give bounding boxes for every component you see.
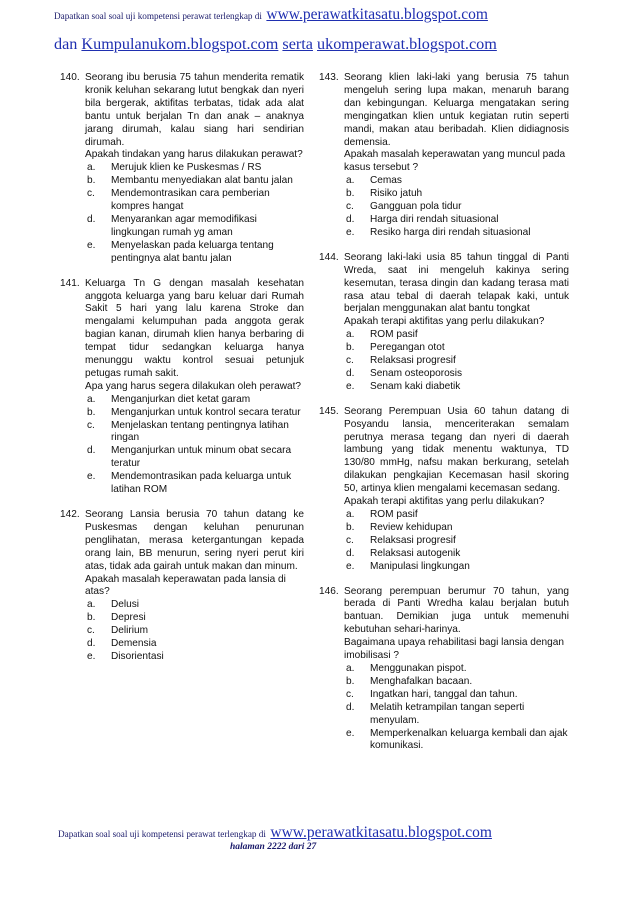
question-stem [319, 252, 569, 317]
answer-option [319, 561, 569, 574]
answer-option [319, 329, 569, 342]
option-letter: e. [346, 226, 355, 238]
option-letter: e. [346, 727, 355, 739]
question-stem [319, 586, 569, 638]
question-block [319, 586, 569, 754]
header-link-kumpulanukom[interactable]: Kumpulanukom.blogspot.com [81, 35, 279, 53]
option-text: Menghafalkan bacaan. [370, 675, 473, 687]
option-text: Merujuk klien ke Puskesmas / RS [111, 162, 262, 174]
answer-option [319, 227, 569, 240]
option-letter: d. [87, 445, 96, 457]
question-number: 146. [319, 585, 339, 597]
option-text: Menyarankan agar memodifikasi lingkungan rumah yg aman [111, 213, 257, 238]
option-letter: a. [346, 329, 355, 341]
option-letter: a. [346, 662, 355, 674]
option-text: Relaksasi progresif [370, 534, 456, 546]
option-letter: b. [346, 675, 355, 687]
option-text: ROM pasif [370, 329, 418, 341]
answer-option [60, 420, 304, 446]
question-stem [60, 509, 304, 574]
footer-line-1 [58, 824, 492, 842]
answer-option [60, 162, 304, 175]
question-prompt: Apakah terapi aktifitas yang perlu dilakukan? [344, 316, 545, 328]
option-text: Membantu menyediakan alat bantu jalan [111, 175, 293, 187]
question-text: Seorang perempuan berumur 70 tahun, yang berada di Panti Wredha kalau berjalan butuh bantuan. Demikian juga untuk memenuhi kebutuhan sehari-harinya. [344, 585, 569, 636]
question-stem [319, 406, 569, 496]
question-number: 143. [319, 72, 339, 83]
question-text: Keluarga Tn G dengan masalah kesehatan anggota keluarga yang baru keluar dari Rumah Sakit 5 hari yang lalu karena Stroke dan mengalami kelumpuhan pada anggota gerak bagian kanan, dirumah klien hanya berbaring di tempat tidur sedangkan keluarga hanya menunggu waktu kontrol sesuai petunjuk petugas rumah sakit. [85, 277, 304, 379]
option-letter: c. [346, 534, 354, 546]
answer-option [60, 612, 304, 625]
option-text: Delirium [111, 625, 149, 637]
option-letter: b. [346, 521, 355, 533]
option-text: Peregangan otot [370, 342, 445, 354]
answer-option [60, 625, 304, 638]
answer-option [60, 599, 304, 612]
question-prompt: Apakah masalah keperawatan yang muncul pada kasus tersebut ? [344, 149, 566, 174]
answer-option [319, 702, 569, 728]
option-text: Delusi [111, 599, 140, 611]
option-letter: a. [87, 162, 96, 174]
option-text: Relaksasi autogenik [370, 547, 461, 559]
answer-option [319, 368, 569, 381]
option-letter: e. [346, 380, 355, 392]
option-text: Demensia [111, 638, 157, 650]
option-text: Relaksasi progresif [370, 355, 456, 367]
header-line2-dan: dan [54, 35, 78, 53]
option-letter: c. [346, 688, 354, 700]
answer-option [60, 188, 304, 214]
option-text: Senam osteoporosis [370, 367, 463, 379]
option-letter: e. [87, 239, 96, 251]
answer-option [319, 201, 569, 214]
question-stem [60, 72, 304, 149]
option-text: Menganjurkan diet ketat garam [111, 393, 251, 405]
option-text: Disorientasi [111, 650, 164, 662]
question-text: Seorang ibu berusia 75 tahun menderita rematik kronik keluhan sekarang lutut bengkak dan nyeri bila bergerak, aktifitas terbatas, tidak ada alat bantu untuk berjalan Tn dan anak – anaknya jarang dirumah, kalau siang hari sendirian dirumah. [85, 72, 304, 148]
answer-option [319, 689, 569, 702]
option-text: Melatih ketrampilan tangan seperti menyulam. [370, 701, 525, 726]
option-letter: b. [87, 406, 96, 418]
answer-option [60, 407, 304, 420]
header-line-2 [54, 35, 624, 54]
question-prompt: Apa yang harus segera dilakukan oleh perawat? [85, 380, 302, 392]
option-text: Senam kaki diabetik [370, 380, 461, 392]
answer-option [60, 240, 304, 266]
answer-option [319, 663, 569, 676]
question-prompt: Apakah masalah keperawatan pada lansia di atas? [85, 573, 286, 598]
option-letter: b. [87, 175, 96, 187]
question-prompt: Apakah tindakan yang harus dilakukan perawat? [85, 149, 303, 161]
question-prompt: Bagaimana upaya rehabilitasi bagi lansia dengan imobilisasi ? [344, 637, 564, 662]
option-letter: b. [346, 188, 355, 200]
option-letter: e. [346, 560, 355, 572]
answer-option [319, 535, 569, 548]
answer-option [319, 509, 569, 522]
option-text: Manipulasi lingkungan [370, 560, 470, 572]
option-letter: a. [346, 175, 355, 187]
question-text: Seorang Lansia berusia 70 tahun datang ke Puskesmas dengan keluhan penurunan penglihatan, merasa ketergantungan kepada orang lain, BB menurun, sering nyeri perut kiri atas, tidak ada gairah untuk makan dan minum. [85, 509, 304, 572]
question-text: Seorang klien laki-laki yang berusia 75 tahun mengeluh sering lupa makan, menaruh barang dan kebingungan. Keluarga mengatakan sering mengingatkan klien untuk kegiatan rutin seperti mandi, makan atau beribadah. Klien didiagnosis demensia. [344, 72, 569, 148]
option-letter: b. [346, 342, 355, 354]
question-stem [60, 278, 304, 381]
answer-option [60, 638, 304, 651]
question-stem [319, 72, 569, 149]
question-number: 142. [60, 509, 80, 520]
question-block [319, 406, 569, 574]
left-column [60, 72, 304, 676]
question-number: 141. [60, 277, 80, 289]
option-letter: d. [346, 547, 355, 559]
option-letter: c. [87, 419, 95, 431]
option-text: Menjelaskan tentang pentingnya latihan ringan [111, 419, 289, 444]
option-text: Cemas [370, 175, 402, 187]
option-text: Review kehidupan [370, 521, 453, 533]
answer-option [319, 214, 569, 227]
option-text: Menggunakan pispot. [370, 662, 467, 674]
header-line-1 [54, 6, 614, 24]
question-block [60, 509, 304, 664]
answer-option [60, 214, 304, 240]
option-text: Risiko jatuh [370, 188, 423, 200]
option-letter: e. [87, 471, 96, 483]
footer-lead-text: Dapatkan soal soal uji kompetensi perawat terlengkap di [58, 829, 266, 839]
header-lead-text: Dapatkan soal soal uji kompetensi perawat terlengkap di [54, 11, 262, 21]
option-text: Memperkenalkan keluarga kembali dan ajak komunikasi. [370, 727, 568, 752]
option-letter: d. [87, 213, 96, 225]
option-letter: a. [87, 393, 96, 405]
question-block [319, 252, 569, 394]
right-column [319, 72, 569, 765]
header-line2-serta: serta [282, 35, 313, 53]
option-text: Menganjurkan untuk minum obat secara teratur [111, 445, 292, 470]
option-text: Mendemontrasikan pada keluarga untuk latihan ROM [111, 471, 292, 496]
page-number: halaman 2222 dari 27 [230, 842, 317, 852]
answer-option [319, 676, 569, 689]
header-url-link[interactable]: www.perawatkitasatu.blogspot.com [266, 6, 488, 23]
answer-option [60, 651, 304, 664]
option-text: Depresi [111, 612, 146, 624]
answer-option [319, 355, 569, 368]
answer-option [319, 175, 569, 188]
option-text: Mendemontrasikan cara pemberian kompres hangat [111, 188, 270, 213]
option-text: Menganjurkan untuk kontrol secara teratur [111, 406, 301, 418]
question-number: 145. [319, 405, 339, 417]
option-letter: a. [87, 599, 96, 611]
option-letter: d. [346, 213, 355, 225]
answer-option [319, 188, 569, 201]
question-prompt: Apakah terapi aktifitas yang perlu dilakukan? [344, 496, 545, 508]
answer-option [319, 548, 569, 561]
option-letter: e. [87, 650, 96, 662]
answer-option [319, 728, 569, 754]
option-text: Ingatkan hari, tanggal dan tahun. [370, 688, 518, 700]
option-text: Harga diri rendah situasional [370, 213, 499, 225]
option-letter: d. [87, 638, 96, 650]
option-letter: c. [346, 355, 354, 367]
option-text: Resiko harga diri rendah situasional [370, 226, 531, 238]
answer-option [60, 445, 304, 471]
question-text: Seorang laki-laki usia 85 tahun tinggal di Panti Wreda, saat ini mengeluh kakinya sering kesemutan, terasa dingin dan kadang terasa mati rasa atau tebal di daerah telapak kaki, untuk berjalan menggunakan alat bantu tongkat [344, 251, 569, 315]
answer-option [319, 342, 569, 355]
answer-option [319, 522, 569, 535]
answer-option [60, 175, 304, 188]
question-block [319, 72, 569, 240]
option-text: Gangguan pola tidur [370, 201, 462, 213]
footer-url-link[interactable]: www.perawatkitasatu.blogspot.com [270, 824, 492, 841]
option-letter: d. [346, 367, 355, 379]
answer-option [319, 381, 569, 394]
option-text: Menyelaskan pada keluarga tentang pentingnya alat bantu jalan [111, 239, 274, 264]
option-text: ROM pasif [370, 509, 418, 520]
question-block [60, 72, 304, 266]
question-block [60, 278, 304, 497]
question-text: Seorang Perempuan Usia 60 tahun datang di Posyandu lansia, menceriterakan semalam perutnya merasa tegang dan nyeri di daerah lambung yang tidak menentu waktunya, TD 130/80 mmHg, nafsu makan berkurang, setelah dilakukan pengkajian Kecemasan hasil skoring 50, artinya klien mengalami kecemasan sedang. [344, 405, 569, 495]
answer-option [60, 394, 304, 407]
option-letter: a. [346, 509, 355, 520]
question-number: 140. [60, 72, 80, 83]
answer-option [60, 471, 304, 497]
option-letter: d. [346, 701, 355, 713]
header-link-ukomperawat[interactable]: ukomperawat.blogspot.com [317, 35, 497, 53]
option-letter: b. [87, 612, 96, 624]
option-letter: c. [346, 201, 354, 213]
option-letter: c. [87, 188, 95, 200]
question-number: 144. [319, 251, 339, 263]
option-letter: c. [87, 625, 95, 637]
